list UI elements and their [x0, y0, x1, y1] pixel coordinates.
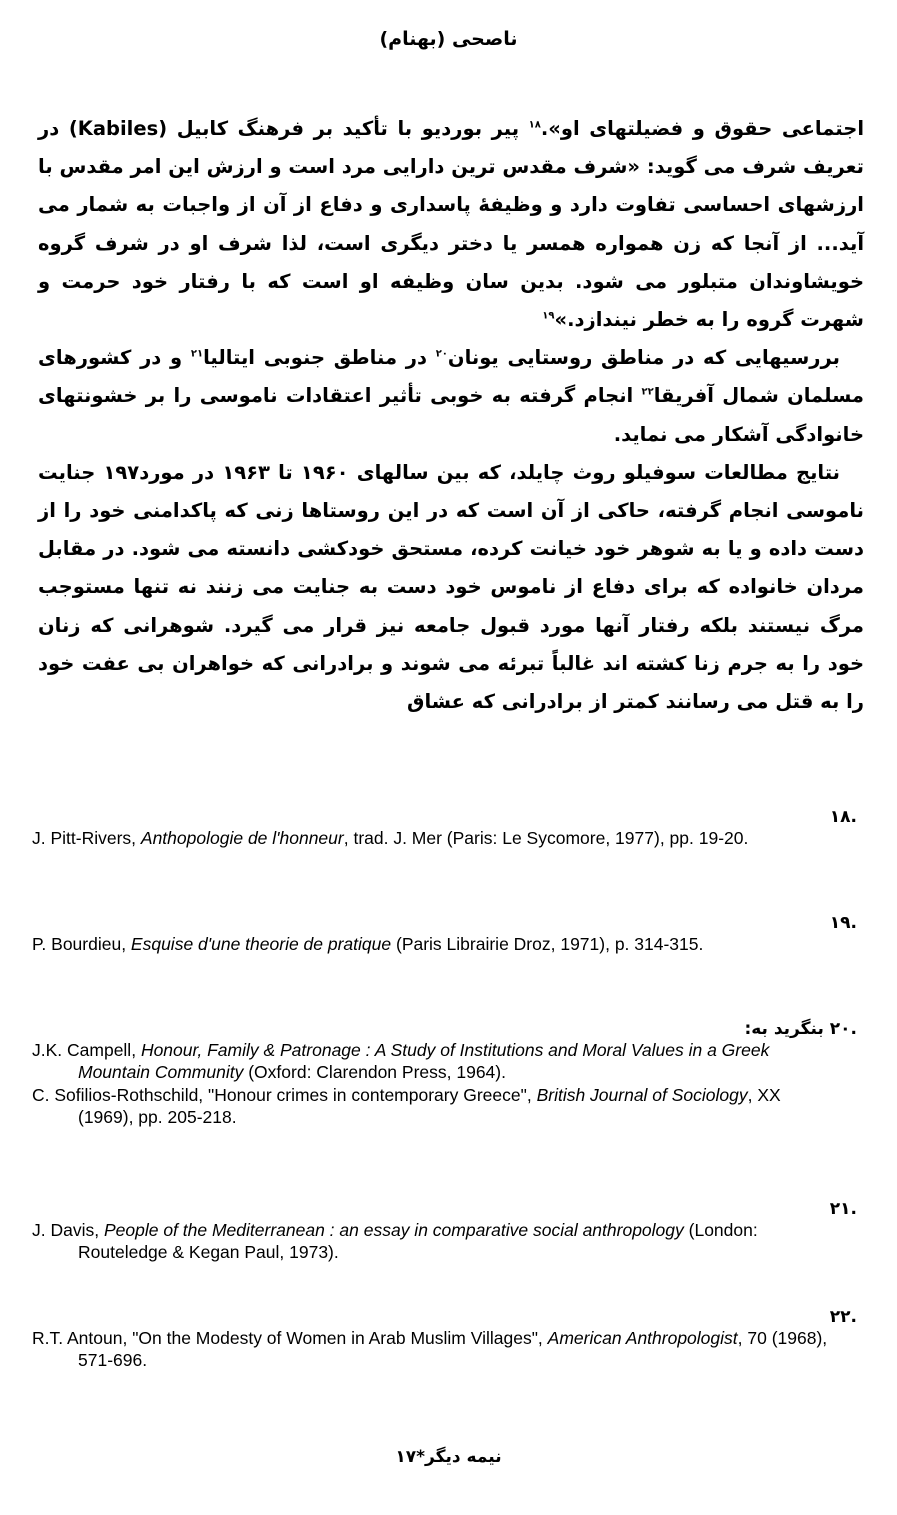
header-title: ناصحی (بهنام): [379, 28, 518, 50]
paragraph-1-text-cont: پیر بوردیو با تأکید بر فرهنگ کابیل (Kabiles) در تعریف شرف می گوید: «شرف مقدس ترین دارایی مرد است و ارزش این امر مقدس با ارزشهای احساسی تفاوت دارد و وظیفهٔ پاسداری و دفاع از آن از واجبات به شمار می آید... از آنجا که زن همواره همسر یا دختر دیگری است، لذا شرف او در شرف گروه خویشاوندان متبلور می شود. بدین سان وظیفه او است که با رفتار خود حرمت و شهرت گروه را به خطر نیندازد.»: [38, 117, 864, 332]
footnote-21: [0, 1198, 897, 1263]
footnote-number: .۲۰ بنگرید به:: [744, 1019, 857, 1039]
ref-author: J. Pitt-Rivers,: [32, 828, 141, 848]
footnote-number: .۱۸: [829, 807, 857, 827]
body-text: [38, 110, 864, 721]
footnote-ref-19: ۱۹: [542, 310, 555, 322]
page-number: نیمه دیگر*۱۷: [395, 1447, 502, 1467]
ref-title: Anthopologie de l'honneur: [140, 828, 344, 848]
footnote-22: [0, 1306, 897, 1371]
ref-details: , XX (1969), pp. 205-218.: [78, 1085, 781, 1127]
footnote-reference: [0, 1040, 838, 1083]
paragraph-2: [38, 339, 864, 454]
ref-author: R.T. Antoun, "On the Modesty of Women in Arab Muslim Villages",: [32, 1328, 548, 1348]
page-header: [0, 28, 897, 50]
footnote-20: [0, 1018, 897, 1128]
footnote-reference: [0, 934, 838, 956]
ref-details: , trad. J. Mer (Paris: Le Sycomore, 1977), pp. 19-20.: [343, 828, 749, 848]
footnote-number: .۲۲: [829, 1307, 857, 1327]
paragraph-1-text: اجتماعی حقوق و فضیلتهای او».: [540, 117, 865, 140]
ref-details: (Paris Librairie Droz, 1971), p. 314-315.: [391, 934, 704, 954]
paragraph-1: [38, 110, 864, 339]
footnote-number: .۱۹: [829, 913, 857, 933]
footnote-reference: [0, 828, 838, 850]
ref-author: J.K. Campell,: [32, 1040, 141, 1060]
ref-author: C. Sofilios-Rothschild, "Honour crimes in contemporary Greece",: [32, 1085, 537, 1105]
footnote-ref-18: ۱۸: [528, 119, 541, 131]
footnote-reference: [0, 1220, 838, 1263]
paragraph-3-text: نتایج مطالعات سوفیلو روث چایلد، که بین سالهای ۱۹۶۰ تا ۱۹۶۳ در مورد۱۹۷ جنایت ناموسی انجام گرفته، حاکی از آن است که در این روستاها زنی که پاکدامنی خود را از دست داده و یا به شوهر خود خیانت کرده، مستحق خودکشی دانسته می شود. در مقابل مردان خانواده که برای دفاع از ناموس خود دست به جنایت می زنند نه تنها مستوجب مرگ نیستند بلکه رفتار آنها مورد قبول جامعه نیز قرار می گیرد. شوهرانی که زنان خود را به جرم زنا کشته اند غالباً تبرئه می شوند و برادرانی که خواهران بی عفت خود را به قتل می رسانند کمتر از برادرانی که عشاق: [38, 460, 864, 714]
ref-details: , 70 (1968), 571-696.: [78, 1328, 828, 1370]
ref-details: (Oxford: Clarendon Press, 1964).: [243, 1061, 506, 1082]
footnote-number: .۲۱: [829, 1199, 857, 1219]
footnote-ref-20: ۲۰: [435, 348, 448, 360]
footnote-reference: [0, 1328, 838, 1371]
ref-author: J. Davis,: [32, 1220, 104, 1240]
footnote-18: [0, 806, 897, 850]
footnote-reference: [0, 1085, 838, 1128]
ref-author: P. Bourdieu,: [32, 934, 131, 954]
paragraph-3: [38, 454, 864, 721]
footnote-19: [0, 912, 897, 956]
ref-title: British Journal of Sociology: [536, 1085, 748, 1105]
ref-title: Esquise d'une theorie de pratique: [130, 934, 392, 954]
paragraph-2-part-3: و در کشورهای مسلمان شمال آفریقا: [38, 346, 864, 408]
paragraph-2-part-1: بررسیهایی که در مناطق روستایی یونان: [447, 346, 840, 370]
footnote-ref-21: ۲۱: [190, 348, 204, 360]
ref-title: Honour, Family & Patronage : A Study of Institutions and Moral Values in a Greek Mountain Community: [78, 1040, 770, 1082]
ref-details: (London: Routeledge & Kegan Paul, 1973).: [78, 1220, 758, 1262]
page-footer: [0, 1447, 897, 1467]
footnote-ref-22: ۲۲: [641, 386, 654, 398]
ref-title: American Anthropologist: [547, 1328, 738, 1348]
ref-title: People of the Mediterranean : an essay in comparative social anthropology: [103, 1220, 684, 1240]
paragraph-2-part-4: انجام گرفته به خوبی تأثیر اعتقادات ناموسی را بر خشونتهای خانوادگی آشکار می نماید.: [38, 384, 864, 446]
paragraph-2-part-2: در مناطق جنوبی ایتالیا: [203, 346, 436, 370]
